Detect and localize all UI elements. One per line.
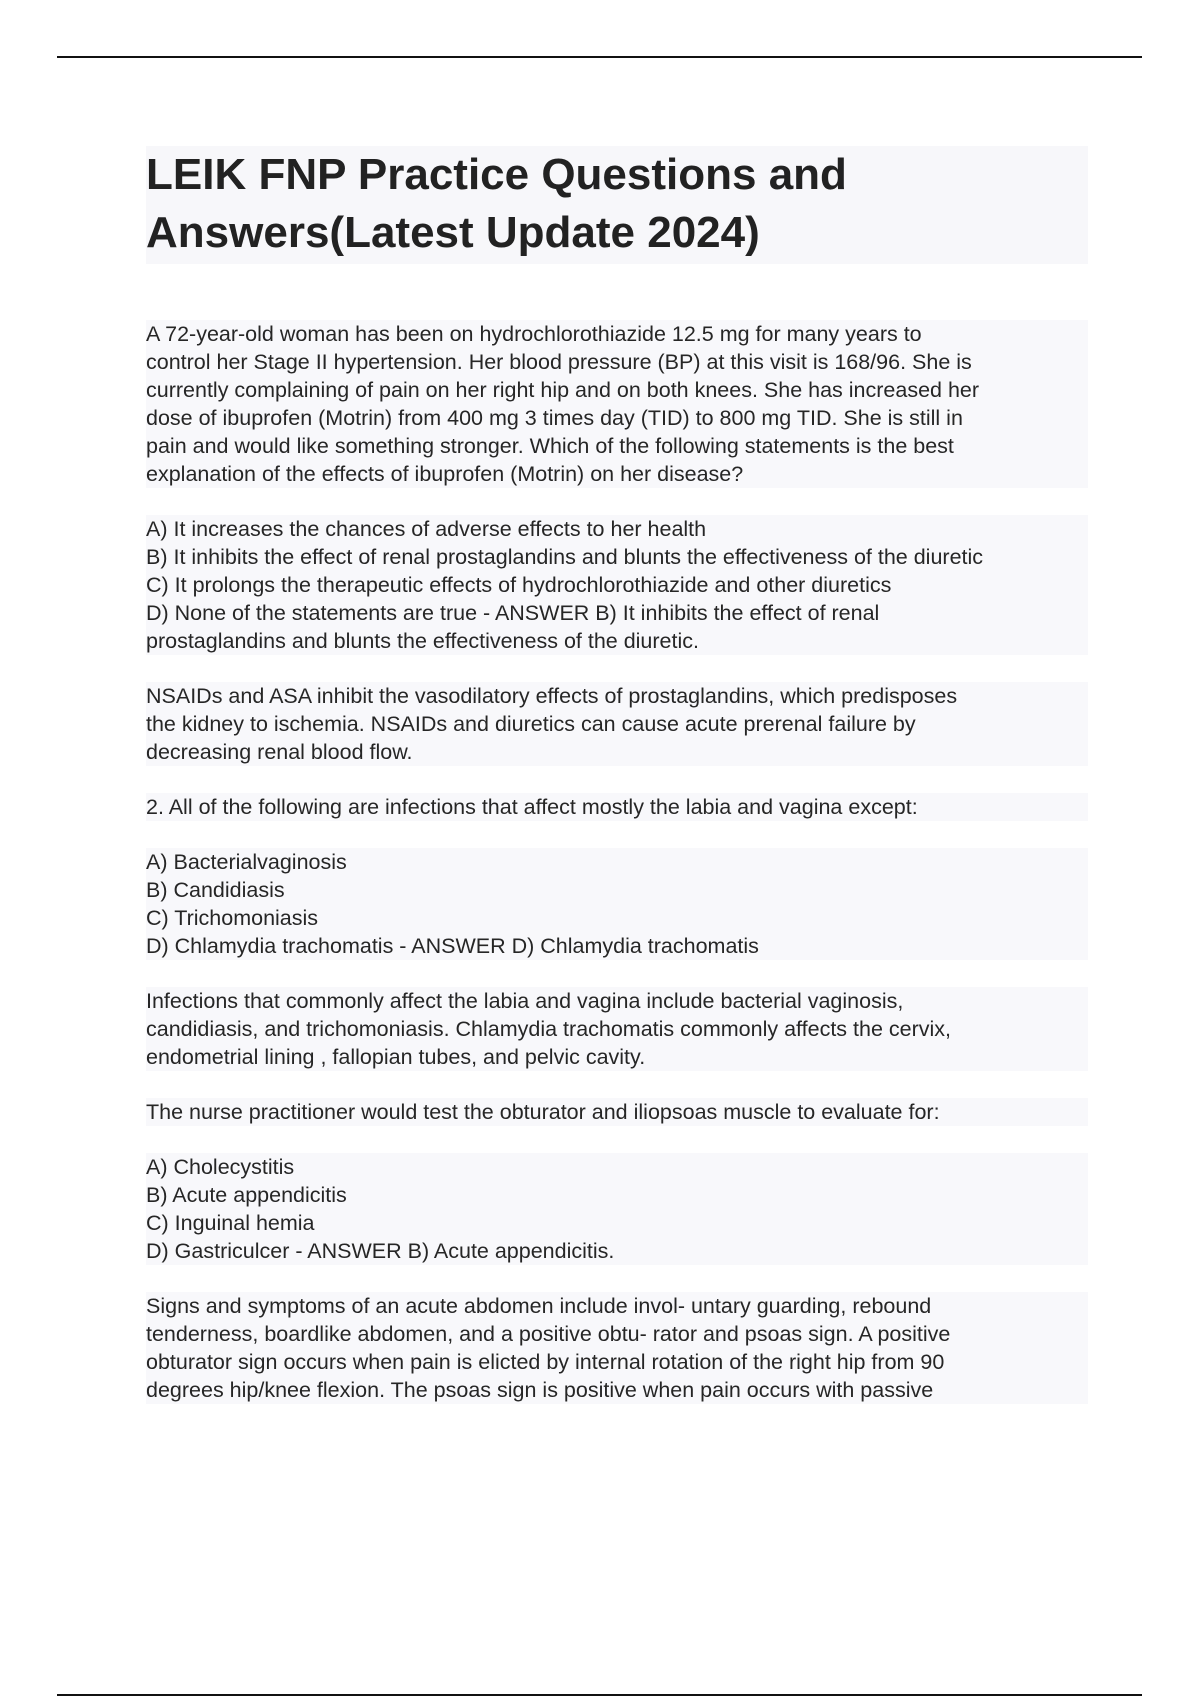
text-line: NSAIDs and ASA inhibit the vasodilatory effects of prostaglandins, which predisposes (146, 684, 958, 708)
option-line: prostaglandins and blunts the effectiveness of the diuretic. (146, 629, 699, 653)
text-line: A 72-year-old woman has been on hydrochlorothiazide 12.5 mg for many years to (146, 322, 922, 346)
option-line: D) Gastriculcer - ANSWER B) Acute appendicitis. (146, 1239, 615, 1263)
text-line: explanation of the effects of ibuprofen (Motrin) on her disease? (146, 462, 744, 486)
text-line: Infections that commonly affect the labia and vagina include bacterial vaginosis, (146, 989, 904, 1013)
text-line: the kidney to ischemia. NSAIDs and diuretics can cause acute prerenal failure by (146, 712, 916, 736)
text-line: Signs and symptoms of an acute abdomen include invol- untary guarding, rebound (146, 1294, 932, 1318)
question-1-rationale (146, 682, 1088, 766)
title-block (146, 146, 1088, 264)
option-line: C) It prolongs the therapeutic effects of hydrochlorothiazide and other diuretics (146, 573, 892, 597)
option-line: A) Bacterialvaginosis (146, 850, 347, 874)
text-line: decreasing renal blood flow. (146, 740, 413, 764)
text-line: candidiasis, and trichomoniasis. Chlamydia trachomatis commonly affects the cervix, (146, 1017, 951, 1041)
bottom-rule (57, 1694, 1142, 1696)
text-line: currently complaining of pain on her right hip and on both knees. She has increased her (146, 378, 980, 402)
document-page (146, 146, 1088, 1431)
page-title (146, 146, 1088, 262)
question-3-options (146, 1153, 1088, 1265)
question-2-options (146, 848, 1088, 960)
option-line: D) None of the statements are true - ANSWER B) It inhibits the effect of renal (146, 601, 880, 625)
question-2-stem (146, 793, 1088, 821)
text-line: pain and would like something stronger. Which of the following statements is the best (146, 434, 954, 458)
top-rule (57, 56, 1142, 58)
text-line: 2. All of the following are infections that affect mostly the labia and vagina except: (146, 795, 918, 819)
title-line: Answers(Latest Update 2024) (146, 208, 760, 257)
option-line: B) Candidiasis (146, 878, 285, 902)
option-line: A) It increases the chances of adverse effects to her health (146, 517, 707, 541)
question-1-options (146, 515, 1088, 655)
text-line: The nurse practitioner would test the obturator and iliopsoas muscle to evaluate for: (146, 1100, 940, 1124)
option-line: B) Acute appendicitis (146, 1183, 347, 1207)
text-line: obturator sign occurs when pain is elicted by internal rotation of the right hip from 90 (146, 1350, 945, 1374)
option-line: C) Inguinal hemia (146, 1211, 315, 1235)
option-line: B) It inhibits the effect of renal prostaglandins and blunts the effectiveness of the diuretic (146, 545, 984, 569)
question-3-stem (146, 1098, 1088, 1126)
option-line: A) Cholecystitis (146, 1155, 295, 1179)
text-line: dose of ibuprofen (Motrin) from 400 mg 3 times day (TID) to 800 mg TID. She is still in (146, 406, 963, 430)
text-line: tenderness, boardlike abdomen, and a positive obtu- rator and psoas sign. A positive (146, 1322, 951, 1346)
question-3-rationale (146, 1292, 1088, 1404)
text-line: degrees hip/knee flexion. The psoas sign is positive when pain occurs with passive (146, 1378, 934, 1402)
text-line: endometrial lining , fallopian tubes, and pelvic cavity. (146, 1045, 646, 1069)
question-1-stem (146, 320, 1088, 488)
question-2-rationale (146, 987, 1088, 1071)
title-line: LEIK FNP Practice Questions and (146, 150, 847, 199)
text-line: control her Stage II hypertension. Her blood pressure (BP) at this visit is 168/96. She is (146, 350, 972, 374)
option-line: C) Trichomoniasis (146, 906, 319, 930)
option-line: D) Chlamydia trachomatis - ANSWER D) Chlamydia trachomatis (146, 934, 759, 958)
